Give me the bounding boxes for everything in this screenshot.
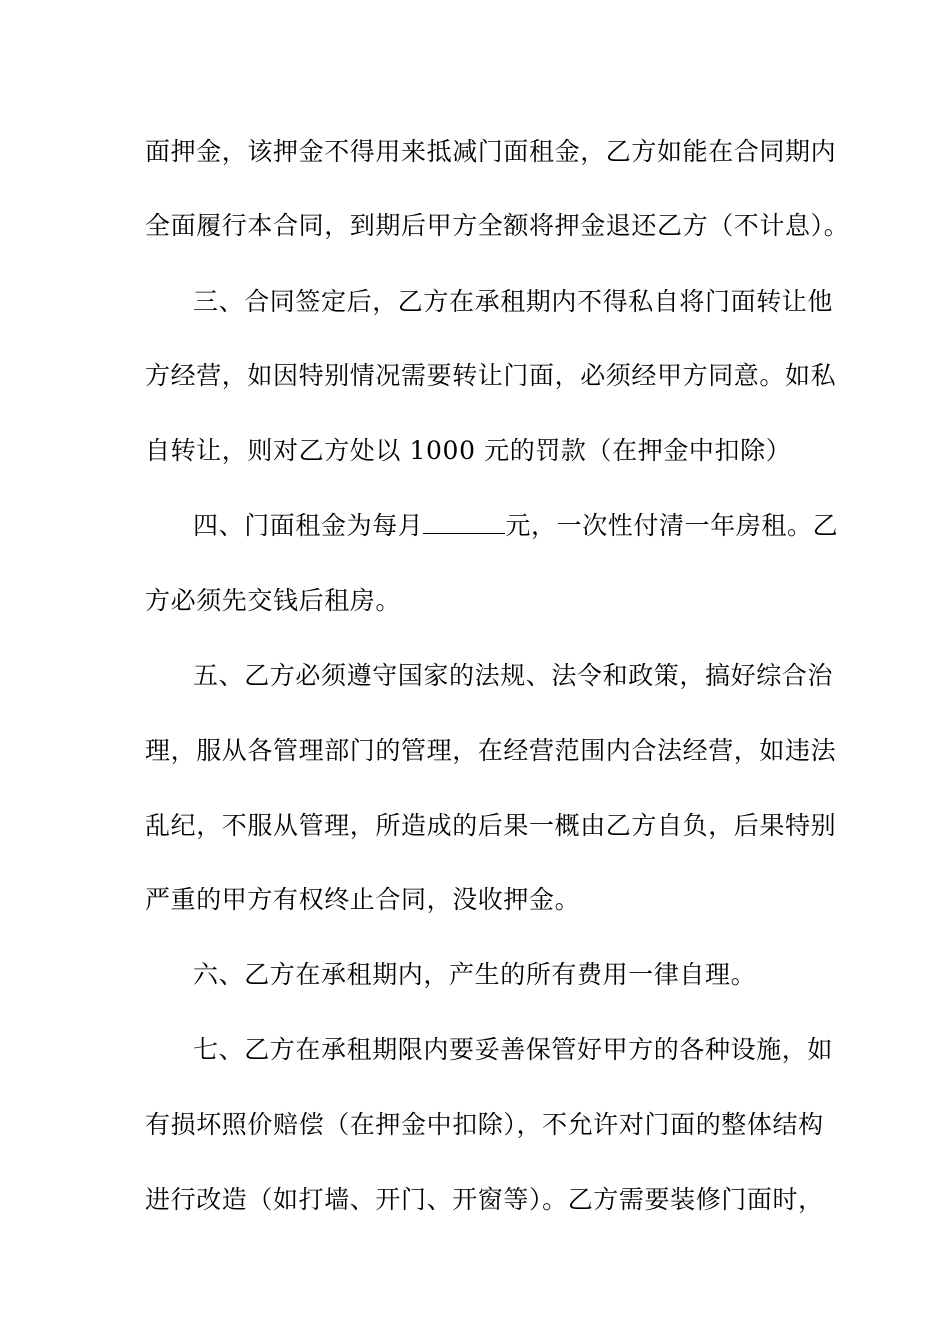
rent-amount-blank [423,509,505,534]
clause-7-line: 七、乙方在承租期限内要妥善保管好甲方的各种设施，如 [193,1035,834,1064]
text-line: 方经营，如因特别情况需要转让门面，必须经甲方同意。如私 [145,361,837,390]
text-line: 有损坏照价赔偿（在押金中扣除），不允许对门面的整体结构 [145,1110,824,1139]
clause-4-line [193,506,839,546]
rent-text-before: 四、门面租金为每月 [193,511,424,540]
text-line: 乱纪，不服从管理，所造成的后果一概由乙方自负，后果特别 [145,811,837,840]
clause-6-line: 六、乙方在承租期内，产生的所有费用一律自理。 [193,960,757,989]
clause-5-line: 五、乙方必须遵守国家的法规、法令和政策，搞好综合治 [193,661,834,690]
rent-text-after: 元，一次性付清一年房租。乙 [505,511,839,540]
text-line: 自转让，则对乙方处以 1000 元的罚款（在押金中扣除） [145,436,792,465]
text-line: 严重的甲方有权终止合同，没收押金。 [145,885,581,914]
text-line: 进行改造（如打墙、开门、开窗等）。乙方需要装修门面时， [145,1185,824,1214]
text-line: 面押金，该押金不得用来抵减门面租金，乙方如能在合同期内 [145,137,837,166]
text-line: 全面履行本合同，到期后甲方全额将押金退还乙方（不计息）。 [145,211,850,240]
text-line: 理，服从各管理部门的管理，在经营范围内合法经营，如违法 [145,736,837,765]
text-line: 方必须先交钱后租房。 [145,586,402,615]
clause-3-line: 三、合同签定后，乙方在承租期内不得私自将门面转让他 [193,287,834,316]
